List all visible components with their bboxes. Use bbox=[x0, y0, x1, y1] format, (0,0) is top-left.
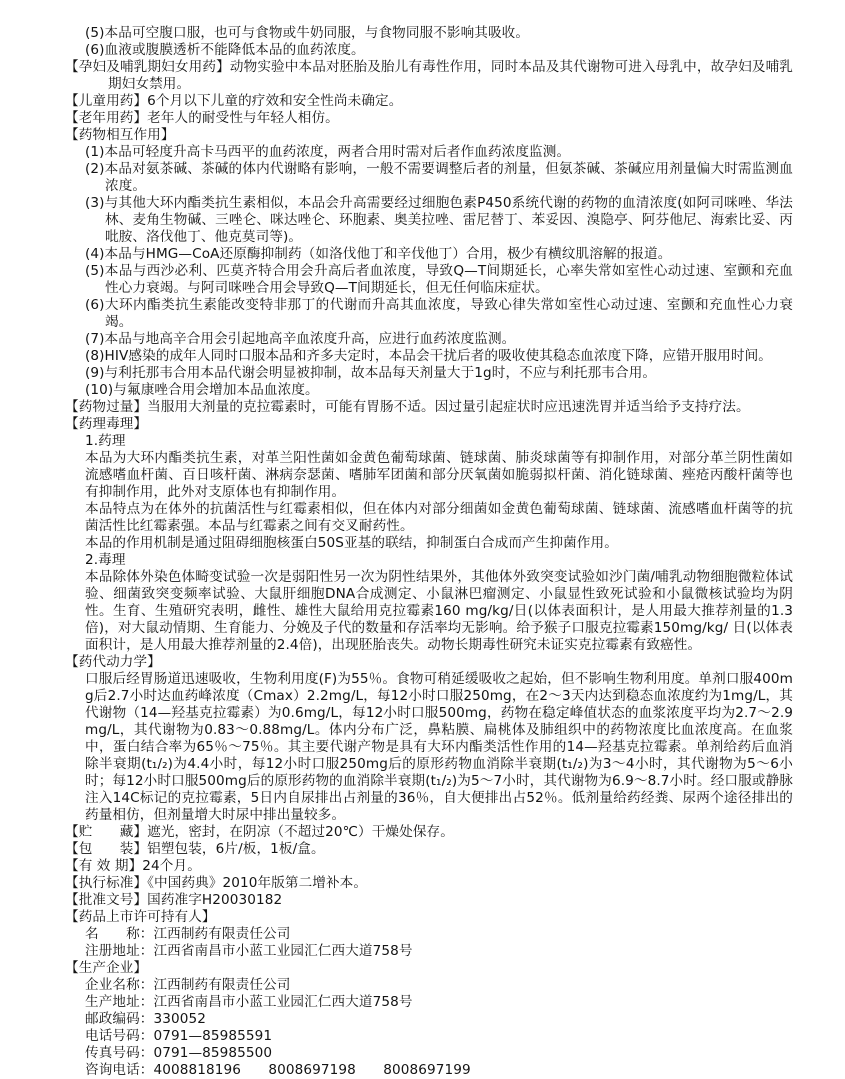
text-line: 【批准文号】国药准字H20030182 bbox=[65, 892, 283, 908]
text-line: 【老年用药】老年人的耐受性与年轻人相仿。 bbox=[65, 110, 339, 126]
text-line: 【药理毒理】 bbox=[65, 416, 148, 432]
text-line: 【有 效 期】24个月。 bbox=[65, 858, 201, 874]
text-line: (5)本品与西沙必利、匹莫齐特合用会升高后者血浓度，导致Q—T间期延长，心率失常如室性心动过速、室颤和充血性心力衰竭。与阿司咪唑合用会导致Q—T间期延长，但无任何临床症状。 bbox=[85, 263, 793, 296]
text-line: (4)本品与HMG—CoA还原酶抑制药（如洛伐他丁和辛伐他丁）合用，极少有横纹肌溶解的报道。 bbox=[85, 246, 672, 262]
text-line: 【药物相互作用】 bbox=[65, 127, 175, 143]
text-line: 本品特点为在体外的抗菌活性与红霉素相似，但在体内对部分细菌如金黄色葡萄球菌、链球菌、流感嗜血杆菌等的抗菌活性比红霉素强。本品与红霉素之间有交叉耐药性。 bbox=[85, 501, 793, 534]
text-line: 本品除体外染色体畸变试验一次是弱阳性另一次为阴性结果外，其他体外致突变试验如沙门菌/哺乳动物细胞微粒体试验、细菌致突变频率试验、大鼠肝细胞DNA合成测定、小鼠淋巴瘤测定、小鼠显性致死试验和小鼠微核试验均为阴性。生育、生殖研究表明，雌性、雄性大鼠给用克拉霉素160 mg/kg/日(以体表面积计，是人用最大推荐剂量的1.3倍)，对大鼠动情期、生育能力、分娩及子代的数量和存活率均无影响。给予猴子口服克拉霉素150mg/kg/ 日(以体表面积计，是人用最大推荐剂量的2.4倍)，出现胚胎丧失。动物长期毒性研究未证实克拉霉素有致癌性。 bbox=[85, 569, 793, 653]
text-line: 【包 装】铝塑包装，6片/板，1板/盒。 bbox=[65, 841, 325, 857]
text-line: 咨询电话：4008818196 8008697198 8008697199 bbox=[85, 1062, 471, 1078]
text-line: (5)本品可空腹口服，也可与食物或牛奶同服，与食物同服不影响其吸收。 bbox=[85, 25, 530, 41]
text-line: (9)与利托那韦合用本品代谢会明显被抑制，故本品每天剂量大于1g时，不应与利托那韦合用。 bbox=[85, 365, 657, 381]
text-line: 生产地址：江西省南昌市小蓝工业园汇仁西大道758号 bbox=[85, 994, 413, 1010]
text-line: 【药物过量】当服用大剂量的克拉霉素时，可能有胃肠不适。因过量引起症状时应迅速洗胃并适当给予支持疗法。 bbox=[65, 399, 750, 415]
text-line: (3)与其他大环内酯类抗生素相似，本品会升高需要经过细胞色素P450系统代谢的药物的血清浓度(如阿司咪唑、华法林、麦角生物碱、三唑仑、咪达唑仑、环胞素、奥美拉唑、雷尼替丁、苯妥因、溴隐亭、阿芬他尼、海索比妥、丙吡胺、洛伐他丁、他克莫司等)。 bbox=[85, 195, 793, 245]
text-line: 口服后经胃肠道迅速吸收，生物利用度(F)为55％。食物可稍延缓吸收之起始，但不影响生物利用度。单剂口服400mg后2.7小时达血药峰浓度（Cmax）2.2mg/L，每12小时口服250mg，在2～3天内达到稳态血浓度约为1mg/L，其代谢物（14—羟基克拉霉素）为0.6mg/L，每12小时口服500mg，药物在稳定峰值状态的血浆浓度平均为2.7～2.9mg/L，其代谢物为0.83～0.88mg/L。体内分布广泛，鼻粘膜、扁桃体及肺组织中的药物浓度比血浓度高。在血浆中，蛋白结合率为65％～75％。其主要代谢产物是具有大环内酯类活性作用的14—羟基克拉霉素。单剂给药后血消除半衰期(t₁/₂)为4.4小时，每12小时口服250mg后的原形药物血消除半衰期(t₁/₂)为3～4小时，其代谢物为5～6小时；每12小时口服500mg后的原形药物的血消除半衰期(t₁/₂)为5～7小时，其代谢物为6.9～8.7小时。经口服或静脉注入14C标记的克拉霉素，5日内自尿排出占剂量的36％，自大便排出占52％。低剂量给药经粪、尿两个途径排出的药量相仿，但剂量增大时尿中排出量较多。 bbox=[85, 671, 793, 823]
text-line: 【执行标准】《中国药典》2010年版第二增补本。 bbox=[65, 875, 368, 891]
text-line: 本品的作用机制是通过阻碍细胞核蛋白50S亚基的联结，抑制蛋白合成而产生抑菌作用。 bbox=[85, 535, 618, 551]
text-line: 本品为大环内酯类抗生素，对革兰阳性菌如金黄色葡萄球菌、链球菌、肺炎球菌等有抑制作用，对部分革兰阴性菌如流感嗜血杆菌、百日咳杆菌、淋病奈瑟菌、嗜肺军团菌和部分厌氧菌如脆弱拟杆菌、消化链球菌、痤疮丙酸杆菌等也有抑制作用，此外对支原体也有抑制作用。 bbox=[85, 450, 793, 500]
text-line: 电话号码：0791—85985591 bbox=[85, 1028, 273, 1044]
text-line: 注册地址：江西省南昌市小蓝工业园汇仁西大道758号 bbox=[85, 943, 413, 959]
text-line: (7)本品与地高辛合用会引起地高辛血浓度升高，应进行血药浓度监测。 bbox=[85, 331, 516, 347]
text-line: 【儿童用药】6个月以下儿童的疗效和安全性尚未确定。 bbox=[65, 93, 403, 109]
text-line: (8)HIV感染的成年人同时口服本品和齐多夫定时，本品会干扰后者的吸收使其稳态血浓度下降，应错开服用时间。 bbox=[85, 348, 772, 364]
text-line: 传真号码：0791—85985500 bbox=[85, 1045, 273, 1061]
text-line: 【生产企业】 bbox=[65, 960, 148, 976]
text-line: 【孕妇及哺乳期妇女用药】动物实验中本品对胚胎及胎儿有毒性作用，同时本品及其代谢物可进入母乳中，故孕妇及哺乳期妇女禁用。 bbox=[65, 59, 793, 92]
text-line: 1.药理 bbox=[85, 433, 126, 449]
text-line: 企业名称：江西制药有限责任公司 bbox=[85, 977, 291, 993]
text-line: (1)本品可轻度升高卡马西平的血药浓度，两者合用时需对后者作血药浓度监测。 bbox=[85, 144, 571, 160]
text-line: (2)本品对氨茶碱、茶碱的体内代谢略有影响，一般不需要调整后者的剂量，但氨茶碱、茶碱应用剂量偏大时需监测血浓度。 bbox=[85, 161, 793, 194]
text-line: 【药品上市许可持有人】 bbox=[65, 909, 216, 925]
text-line: 名 称：江西制药有限责任公司 bbox=[85, 926, 291, 942]
text-line: (6)大环内酯类抗生素能改变特非那丁的代谢而升高其血浓度，导致心律失常如室性心动过速、室颤和充血性心力衰竭。 bbox=[85, 297, 793, 330]
text-line: 【药代动力学】 bbox=[65, 654, 161, 670]
text-line: 邮政编码：330052 bbox=[85, 1011, 206, 1027]
text-line: 2.毒理 bbox=[85, 552, 126, 568]
document-body bbox=[65, 25, 793, 1079]
text-line: (6)血液或腹膜透析不能降低本品的血药浓度。 bbox=[85, 42, 365, 58]
text-line: 【贮 藏】遮光，密封，在阴凉（不超过20℃）干燥处保存。 bbox=[65, 824, 454, 840]
text-line: (10)与氟康唑合用会增加本品血浓度。 bbox=[85, 382, 319, 398]
